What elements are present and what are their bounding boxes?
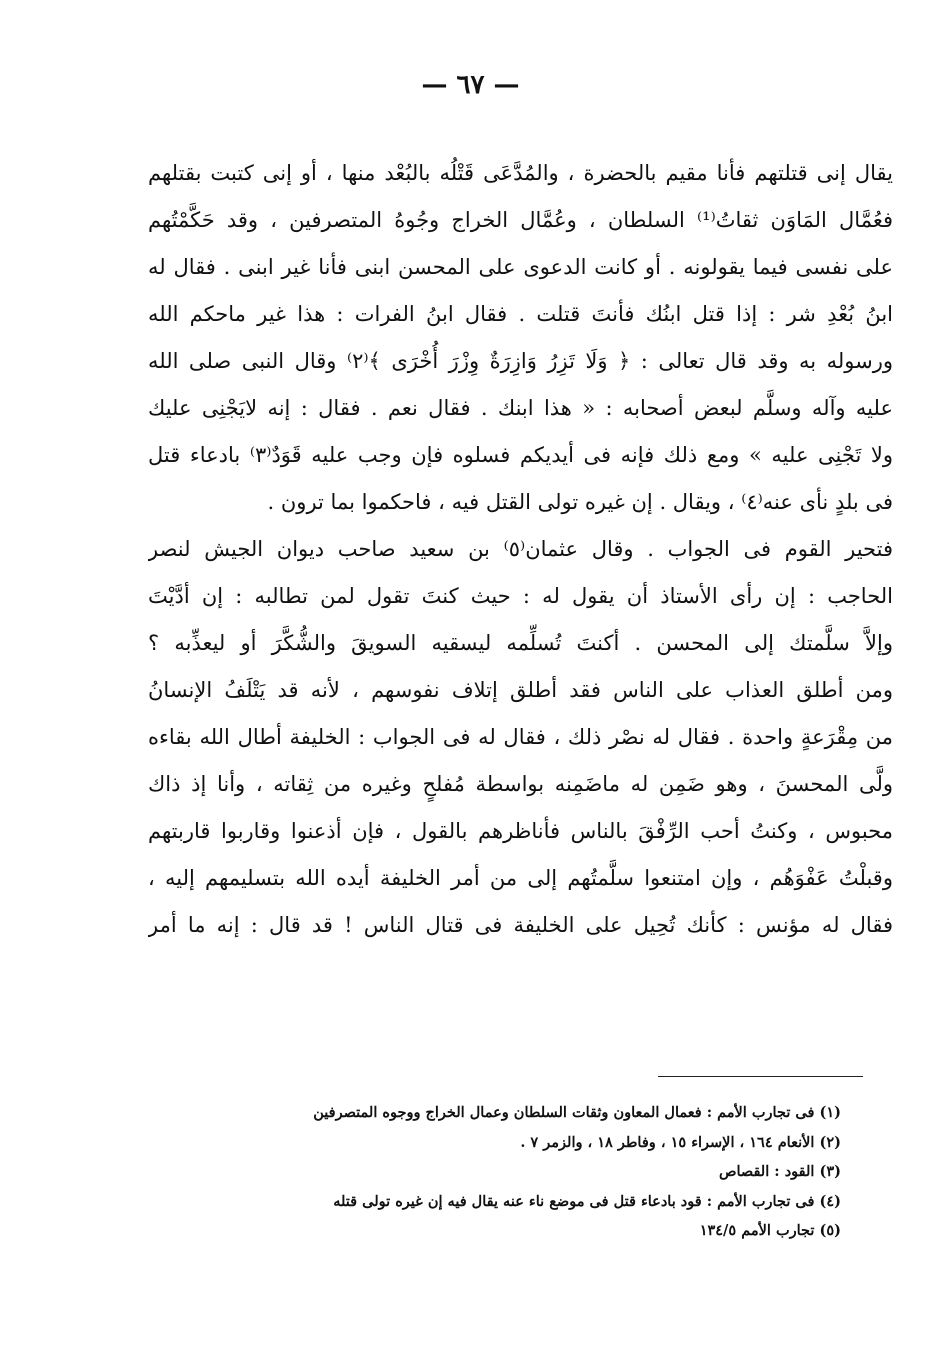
text-line: فقال له مؤنس : كأنك تُحِيل على الخليفة فى قتال الناس ! قد قال : إنه ما أمر xyxy=(148,913,893,937)
text-line: فتحير القوم فى الجواب . وقال عثمان⁽٥⁾ بن سعيد صاحب ديوان الجيش لنصر xyxy=(148,537,893,561)
text-line: وإلاَّ سلَّمتك إلى المحسن . أكنتَ تُسلِّمه ليسقيه السويقَ والشُّكَّرَ أو ليعذِّبه ؟ xyxy=(148,631,893,655)
text-line: وقبلْتُ عَفْوَهُم ، وإن امتنعوا سلَّمتُهم إلى من أمر الخليفة أيده الله بتسليمهم إليه ، xyxy=(148,866,893,890)
text-line: ابنُ بُعْدِ شر : إذا قتل ابنُك فأنتَ قتلت . فقال ابنُ الفرات : هذا غير ماحكم الله xyxy=(148,302,893,326)
text-line: عليه وآله وسلَّم لبعض أصحابه : « هذا ابنك . فقال نعم . فقال : إنه لايَجْنِى عليك xyxy=(148,396,893,420)
body-text xyxy=(148,150,893,949)
text-line: ورسوله به وقد قال تعالى : ﴿ وَلَا تَزِرُ وَازِرَةٌ وِزْرَ أُخْرَى ﴾⁽٢⁾ وقال النبى صلى الله xyxy=(148,349,893,373)
page-number: — ٦٧ — xyxy=(421,70,520,100)
footnote: (٤) فى تجارب الأمم : قود بادعاء قتل فى موضع ناء عنه يقال فيه إن غيره تولى قتله xyxy=(333,1192,841,1210)
text-line: من مِقْرَعةٍ واحدة . فقال له نصْر ذلك ، فقال له فى الجواب : الخليفة أطال الله بقاءه xyxy=(148,725,893,749)
text-line: محبوس ، وكنتُ أحب الرِّفْقَ بالناس فأناظرهم بالقول ، فإن أذعنوا وقاربوا قاربتهم xyxy=(148,819,893,843)
text-line: فعُمَّال المَاوَن ثقاتُ⁽¹⁾ السلطان ، وعُمَّال الخراج وجُوهُ المتصرفين ، وقد حَكَّمْتُهم xyxy=(148,208,893,232)
text-line: ومن أطلق العذاب على الناس فقد أطلق إتلاف نفوسهم ، لأنه قد يَتْلَفُ الإنسانُ xyxy=(148,678,893,702)
text-line: على نفسى فيما يقولونه . أو كانت الدعوى على المحسن ابنى فأنا غير ابنى . فقال له xyxy=(148,255,893,279)
footnote: (٣) القود : القصاص xyxy=(718,1163,841,1180)
footnote-divider xyxy=(658,1076,863,1077)
text-line: ولَّى المحسنَ ، وهو ضَمِن له ماضَمِنه بواسطة مُفلحٍ وغيره من ثِقاته ، وأنا إذ ذاك xyxy=(148,772,893,796)
text-line: الحاجب : إن رأى الأستاذ أن يقول له : حيث كنتَ تقول لمن تطالبه : إن أدَّيْتَ xyxy=(148,584,893,608)
footnote: (٥) تجارب الأمم ١٣٤/٥ xyxy=(699,1222,841,1239)
text-line: فى بلدٍ نأى عنه⁽٤⁾ ، ويقال . إن غيره تولى القتل فيه ، فاحكموا بما ترون . xyxy=(267,490,893,514)
text-line: يقال إنى قتلتهم فأنا مقيم بالحضرة ، والمُدَّعَى قَتْلُه بالبُعْد منها ، أو إنى كتبت بقتلهم xyxy=(148,161,893,185)
footnotes xyxy=(241,1098,841,1246)
text-line: ولا تَجْنِى عليه » ومع ذلك فإنه فى أيديكم فسلوه فإن وجب عليه قَوَدٌ⁽٣⁾ بادعاء قتل xyxy=(148,443,893,467)
footnote: (١) فى تجارب الأمم : فعمال المعاون وثقات السلطان وعمال الخراج ووجوه المتصرفين xyxy=(313,1104,841,1121)
footnote: (٢) الأنعام ١٦٤ ، الإسراء ١٥ ، وفاطر ١٨ ، والزمر ٧ . xyxy=(520,1133,841,1151)
